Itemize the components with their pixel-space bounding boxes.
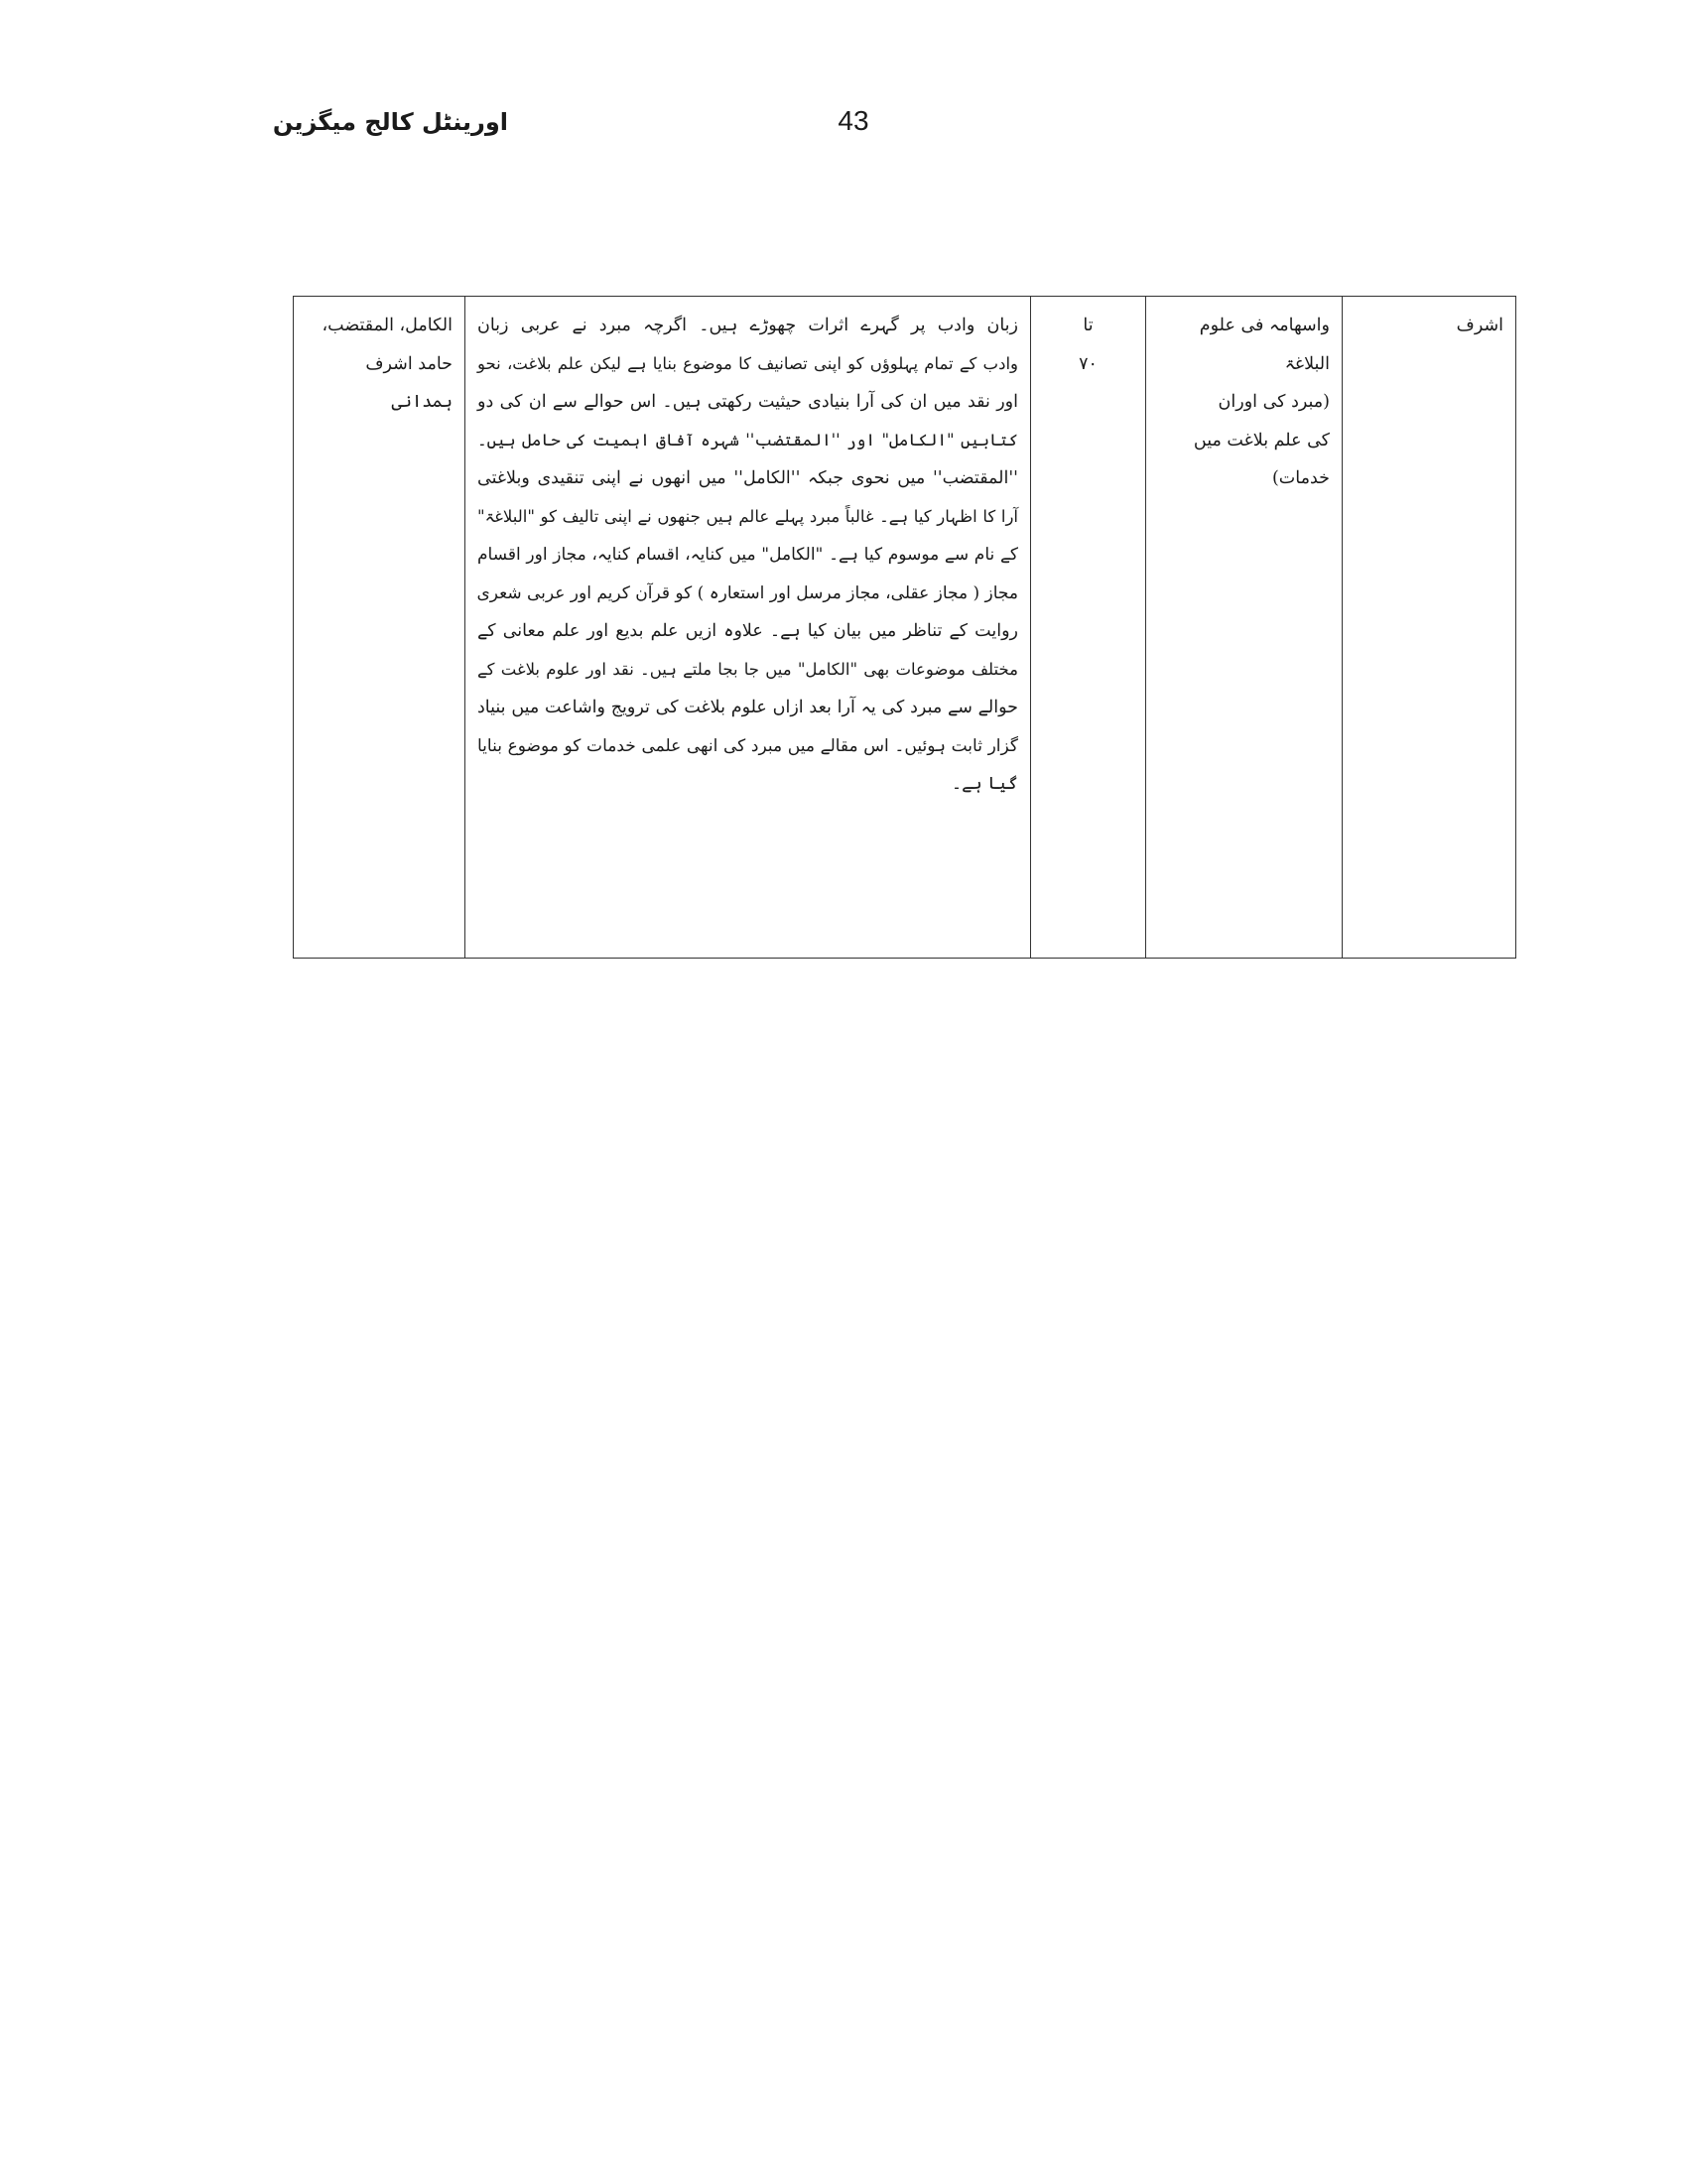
pages-line: تا [1083, 316, 1094, 335]
summary-line: روایت کے تناظر میں بیان کیا ہے۔ علاوہ ازیں علم بدیع اور علم معانی کے [477, 621, 1018, 641]
summary-line: گزار ثابت ہوئیں۔ اس مقالے میں مبرد کی انھی علمی خدمات کو موضوع بنایا [477, 735, 1018, 756]
keyword-line: حامد اشرف [365, 353, 453, 374]
table-row [294, 297, 1516, 959]
author-name: اشرف [1456, 316, 1503, 335]
article-record-table [293, 296, 1516, 959]
title-cell [1146, 297, 1343, 959]
summary-line: آرا کا اظہار کیا ہے۔ غالباً مبرد پہلے عالم ہیں جنھوں نے اپنی تالیف کو "البلاغۃ" [477, 506, 1018, 526]
summary-line: حوالے سے مبرد کی یہ آرا بعد ازاں علوم بلاغت کی ترویج واشاعت میں بنیاد [477, 698, 1018, 717]
summary-line: اور نقد میں ان کی آرا بنیادی حیثیت رکھتی ہیں۔ اس حوالے سے ان کی دو [477, 392, 1018, 412]
pages-cell [1031, 297, 1146, 959]
summary-cell [465, 297, 1031, 959]
summary-line: کتابیں "الکامل" اور ''المقتضب'' شہرہ آفاق اہمیت کی حامل ہیں۔ [477, 430, 1018, 450]
journal-title: اورینٹل کالج میگزین [272, 108, 508, 136]
page-number: 43 [838, 105, 869, 136]
author-cell [1343, 297, 1516, 959]
title-line: خدمات) [1271, 468, 1330, 488]
summary-line: زبان وادب پر گہرے اثرات چھوڑے ہیں۔ اگرچہ مبرد نے عربی زبان [477, 316, 1018, 335]
pages-line: ۷۰ [1079, 353, 1098, 374]
keywords-cell [294, 297, 465, 959]
title-line: البلاغۃ [1284, 353, 1330, 374]
keyword-line: الکامل، المقتضب، [322, 316, 453, 335]
summary-line: ''المقتضب'' میں نحوی جبکہ ''الکامل'' میں انھوں نے اپنی تنقیدی وبلاغتی [477, 468, 1018, 488]
title-line: کی علم بلاغت میں [1193, 430, 1330, 450]
summary-line: گیا ہے۔ [951, 774, 1018, 794]
title-line: واسھامہ فی علوم [1199, 316, 1330, 335]
summary-line: وادب کے تمام پہلوؤں کو اپنی تصانیف کا موضوع بنایا ہے لیکن علم بلاغت، نحو [477, 353, 1018, 373]
keyword-line: ہمدانی [391, 392, 453, 412]
summary-line: کے نام سے موسوم کیا ہے۔ "الکامل" میں کنایہ، اقسام کنایہ، مجاز اور اقسام [477, 545, 1018, 565]
summary-line: مختلف موضوعات بھی "الکامل" میں جا بجا ملتے ہیں۔ نقد اور علوم بلاغت کے [477, 659, 1018, 679]
title-line: (مبرد کی اوران [1218, 392, 1330, 412]
summary-line: مجاز ( مجاز عقلی، مجاز مرسل اور استعارہ ) کو قرآن کریم اور عربی شعری [476, 582, 1018, 603]
